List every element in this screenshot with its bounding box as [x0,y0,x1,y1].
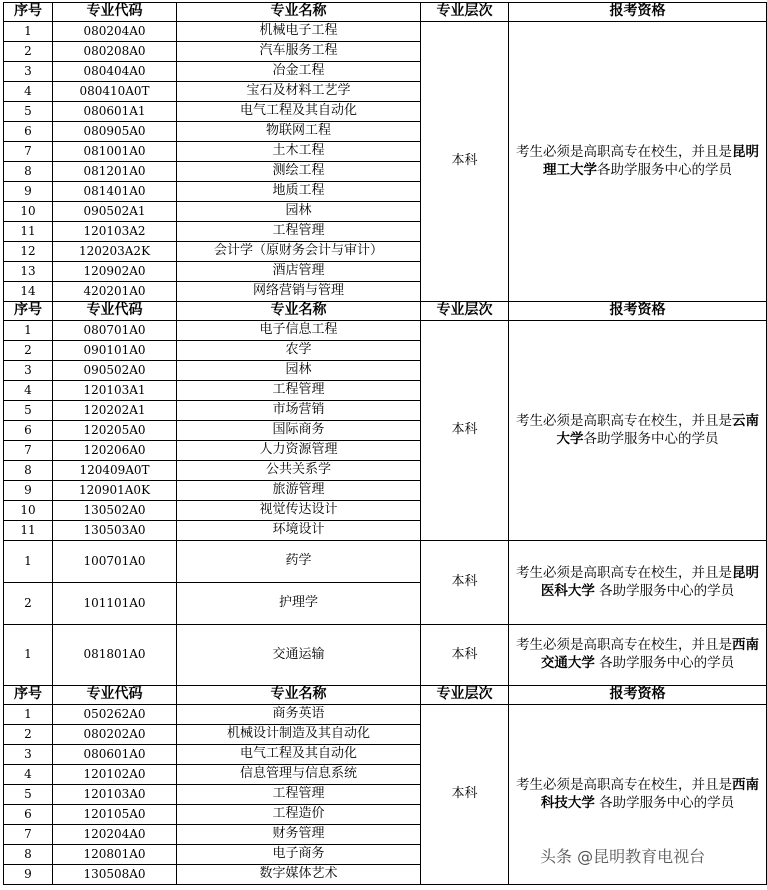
qualification-cell [509,541,767,625]
qualification-suffix: 各助学服务中心的学员 [597,161,732,178]
row-code: 080404A0 [53,62,177,82]
row-name: 宝石及材料工艺学 [177,82,421,102]
header-seq: 序号 [4,3,53,22]
row-name: 电子商务 [177,845,421,865]
university-name: 西南交通大学 [540,637,759,671]
header-qualification: 报考资格 [509,302,767,321]
row-seq: 5 [4,401,53,421]
row-code: 120901A0K [53,481,177,501]
row-code: 081201A0 [53,162,177,182]
row-name: 交通运输 [177,625,421,686]
row-name: 农学 [177,341,421,361]
row-seq: 8 [4,162,53,182]
row-name: 冶金工程 [177,62,421,82]
level-cell: 本科 [421,22,509,302]
row-code: 090101A0 [53,341,177,361]
row-seq: 1 [4,321,53,341]
row-seq: 4 [4,82,53,102]
row-name: 旅游管理 [177,481,421,501]
row-name: 人力资源管理 [177,441,421,461]
header-level: 专业层次 [421,686,509,705]
admission-table [3,2,767,885]
row-seq: 6 [4,805,53,825]
header-seq: 序号 [4,686,53,705]
university-name: 昆明理工大学 [543,143,759,178]
qualification-text: 考生必须是高职高专在校生，并且是 [516,412,732,429]
row-seq: 10 [4,501,53,521]
table-row [4,705,767,725]
row-seq: 4 [4,381,53,401]
row-seq: 12 [4,242,53,262]
row-name: 工程管理 [177,381,421,401]
university-name: 西南科技大学 [540,776,759,811]
qualification-text: 考生必须是高职高专在校生，并且是 [516,637,732,654]
qualification-text: 考生必须是高职高专在校生，并且是 [516,143,732,160]
row-seq: 9 [4,865,53,885]
header-name: 专业名称 [177,302,421,321]
row-seq: 5 [4,785,53,805]
row-name: 机械设计制造及其自动化 [177,725,421,745]
row-seq: 13 [4,262,53,282]
row-seq: 11 [4,521,53,541]
row-code: 081401A0 [53,182,177,202]
row-name: 工程管理 [177,785,421,805]
row-name: 土木工程 [177,142,421,162]
row-code: 081001A0 [53,142,177,162]
header-row [4,3,767,22]
row-code: 420201A0 [53,282,177,302]
row-name: 机械电子工程 [177,22,421,42]
qualification-suffix: 各助学服务中心的学员 [594,655,735,671]
header-code: 专业代码 [53,3,177,22]
row-name: 电气工程及其自动化 [177,102,421,122]
row-code: 080410A0T [53,82,177,102]
row-code: 080202A0 [53,725,177,745]
row-code: 130503A0 [53,521,177,541]
row-code: 120105A0 [53,805,177,825]
row-code: 080208A0 [53,42,177,62]
row-seq: 10 [4,202,53,222]
row-seq: 6 [4,122,53,142]
row-seq: 1 [4,541,53,583]
level-cell: 本科 [421,705,509,885]
row-code: 120103A0 [53,785,177,805]
row-name: 护理学 [177,583,421,625]
row-name: 药学 [177,541,421,583]
row-seq: 7 [4,441,53,461]
header-name: 专业名称 [177,3,421,22]
university-name: 昆明医科大学 [540,564,759,599]
row-seq: 8 [4,461,53,481]
row-seq: 2 [4,341,53,361]
header-code: 专业代码 [53,686,177,705]
header-qualification: 报考资格 [509,3,767,22]
row-seq: 2 [4,583,53,625]
row-seq: 4 [4,765,53,785]
table-body [4,3,767,885]
row-name: 酒店管理 [177,262,421,282]
row-name: 汽车服务工程 [177,42,421,62]
row-code: 080204A0 [53,22,177,42]
row-code: 120103A2 [53,222,177,242]
header-level: 专业层次 [421,3,509,22]
row-name: 环境设计 [177,521,421,541]
table-row [4,541,767,583]
row-code: 130502A0 [53,501,177,521]
row-name: 工程造价 [177,805,421,825]
row-code: 101101A0 [53,583,177,625]
row-code: 120902A0 [53,262,177,282]
row-seq: 2 [4,725,53,745]
row-code: 120205A0 [53,421,177,441]
row-code: 080601A0 [53,745,177,765]
row-code: 080905A0 [53,122,177,142]
header-seq: 序号 [4,302,53,321]
level-cell: 本科 [421,321,509,541]
row-code: 090502A0 [53,361,177,381]
header-qualification: 报考资格 [509,686,767,705]
row-seq: 14 [4,282,53,302]
row-name: 电气工程及其自动化 [177,745,421,765]
row-seq: 5 [4,102,53,122]
row-code: 120206A0 [53,441,177,461]
qualification-text: 考生必须是高职高专在校生，并且是 [516,776,732,793]
row-name: 商务英语 [177,705,421,725]
row-name: 数字媒体艺术 [177,865,421,885]
row-name: 国际商务 [177,421,421,441]
row-name: 电子信息工程 [177,321,421,341]
row-seq: 2 [4,42,53,62]
qualification-text: 考生必须是高职高专在校生，并且是 [516,564,732,581]
row-code: 130508A0 [53,865,177,885]
header-level: 专业层次 [421,302,509,321]
table-row [4,321,767,341]
row-name: 物联网工程 [177,122,421,142]
row-code: 080601A1 [53,102,177,122]
level-cell: 本科 [421,541,509,625]
row-name: 网络营销与管理 [177,282,421,302]
row-name: 园林 [177,361,421,381]
row-seq: 3 [4,62,53,82]
table-row [4,22,767,42]
row-seq: 11 [4,222,53,242]
row-seq: 3 [4,745,53,765]
level-cell: 本科 [421,625,509,686]
row-name: 园林 [177,202,421,222]
qualification-cell [509,321,767,541]
row-code: 120102A0 [53,765,177,785]
qualification-cell [509,22,767,302]
qualification-suffix: 各助学服务中心的学员 [583,430,719,447]
row-seq: 7 [4,825,53,845]
watermark: 头条 @昆明教育电视台 [540,847,706,866]
row-code: 120801A0 [53,845,177,865]
header-row [4,302,767,321]
row-name: 市场营销 [177,401,421,421]
row-seq: 9 [4,182,53,202]
row-name: 视觉传达设计 [177,501,421,521]
row-name: 测绘工程 [177,162,421,182]
row-seq: 1 [4,22,53,42]
row-seq: 1 [4,705,53,725]
row-name: 信息管理与信息系统 [177,765,421,785]
university-name: 云南大学 [556,412,759,447]
row-code: 081801A0 [53,625,177,686]
row-seq: 9 [4,481,53,501]
row-name: 财务管理 [177,825,421,845]
row-seq: 6 [4,421,53,441]
row-code: 120203A2K [53,242,177,262]
row-seq: 7 [4,142,53,162]
row-code: 090502A1 [53,202,177,222]
qualification-suffix: 各助学服务中心的学员 [594,582,735,599]
row-code: 120103A1 [53,381,177,401]
qualification-cell [509,625,767,686]
row-name: 地质工程 [177,182,421,202]
header-row [4,686,767,705]
qualification-suffix: 各助学服务中心的学员 [594,794,735,811]
row-code: 100701A0 [53,541,177,583]
row-name: 公共关系学 [177,461,421,481]
row-name: 会计学（原财务会计与审计） [177,242,421,262]
row-code: 120202A1 [53,401,177,421]
row-code: 120204A0 [53,825,177,845]
row-code: 080701A0 [53,321,177,341]
row-code: 120409A0T [53,461,177,481]
row-name: 工程管理 [177,222,421,242]
row-seq: 1 [4,625,53,686]
row-seq: 8 [4,845,53,865]
row-code: 050262A0 [53,705,177,725]
header-name: 专业名称 [177,686,421,705]
row-seq: 3 [4,361,53,381]
table-row [4,625,767,686]
header-code: 专业代码 [53,302,177,321]
